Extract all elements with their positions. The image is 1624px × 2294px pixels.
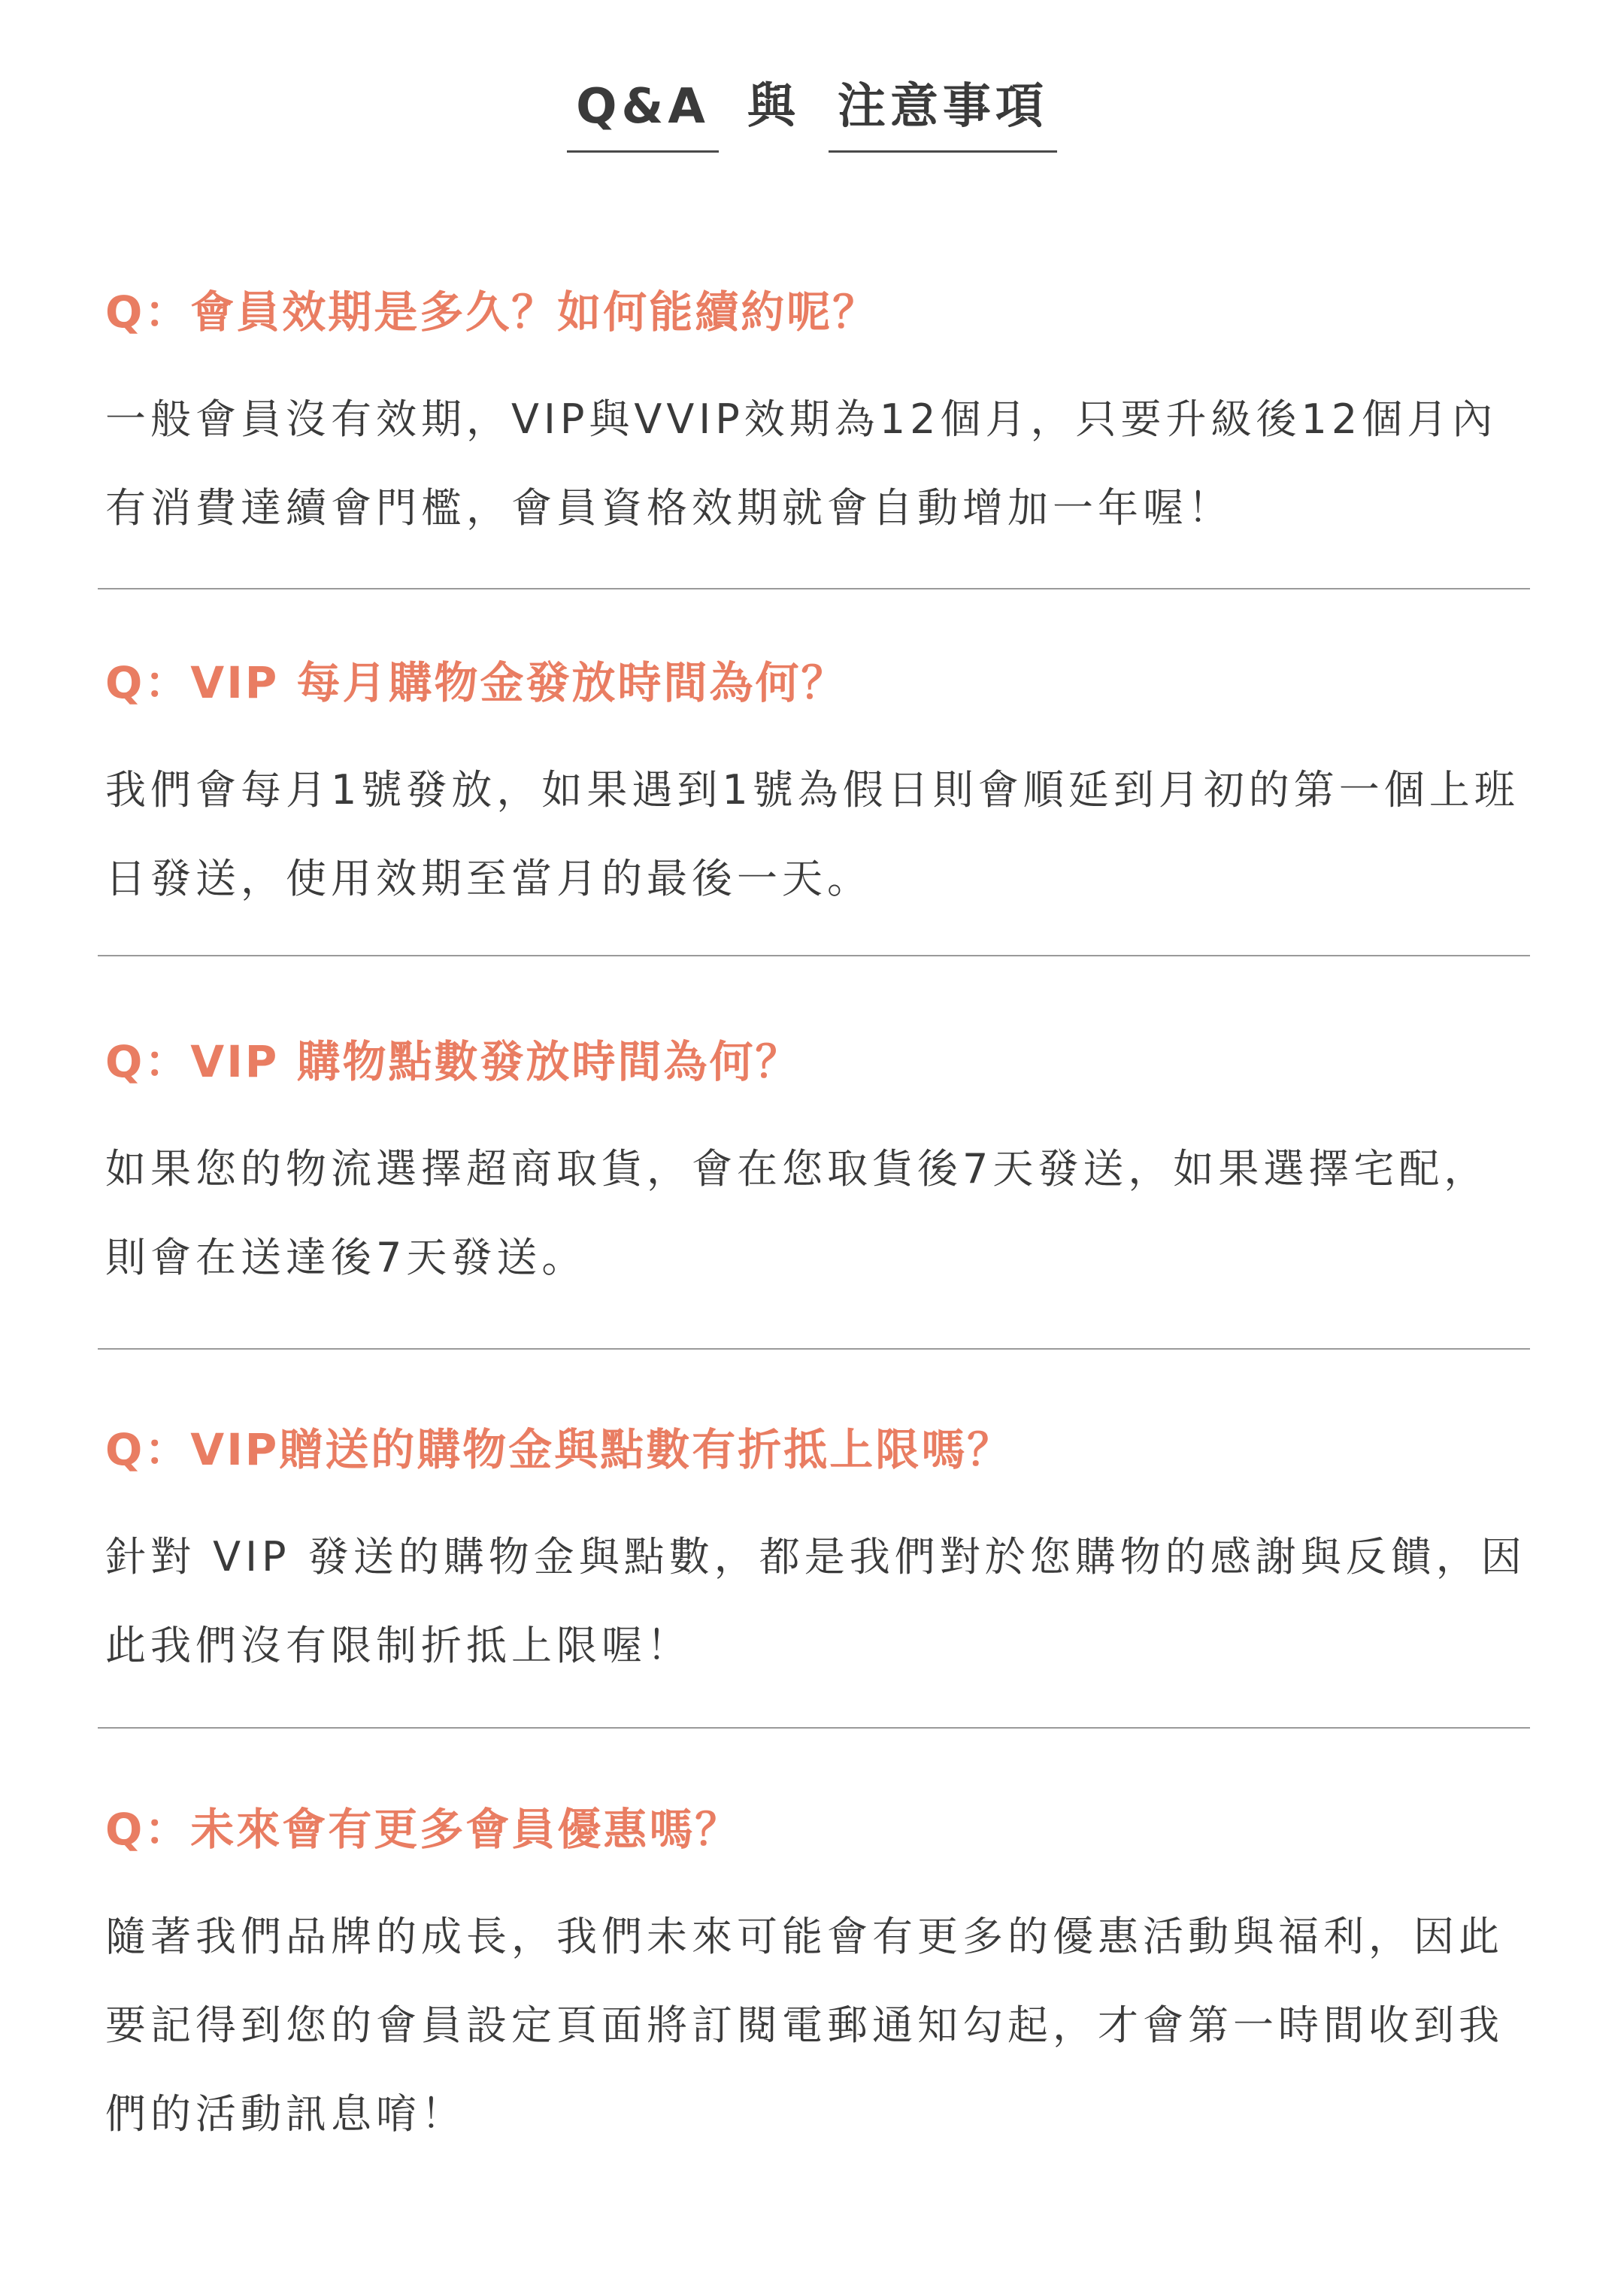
qa-item-vip-credit-timing [105,653,1526,923]
divider [98,955,1530,956]
divider [98,1348,1530,1350]
qa-item-vip-points-timing [105,1032,1526,1302]
question-text: Q：VIP 每月購物金發放時間為何？ [105,657,847,708]
page-title [0,79,1624,165]
answer-text: 針對 VIP 發送的購物金與點數，都是我們對於您購物的感謝與反饋，因此我們沒有限制折抵上限喔！ [105,1533,1526,1669]
answer-text: 一般會員沒有效期，VIP與VVIP效期為12個月，只要升級後12個月內有消費達續會門檻，會員資格效期就會自動增加一年喔！ [105,395,1498,532]
answer-text: 隨著我們品牌的成長，我們未來可能會有更多的優惠活動與福利，因此要記得到您的會員設定頁面將訂閱電郵通知勾起，才會第一時間收到我們的活動訊息唷！ [105,1913,1504,2138]
title-qa: Q&A [567,83,719,153]
qa-item-future-benefits [105,1799,1526,2159]
divider [98,1727,1530,1729]
question-text: Q：VIP贈送的購物金與點數有折抵上限嗎？ [105,1424,1013,1475]
question-text: Q：會員效期是多久？如何能續約呢？ [105,286,879,338]
question-text: Q：VIP 購物點數發放時間為何？ [105,1036,801,1087]
answer-text: 如果您的物流選擇超商取貨，會在您取貨後7天發送，如果選擇宅配，則會在送達後7天發送。 [105,1145,1489,1281]
title-notes: 注意事項 [829,83,1057,153]
question-text: Q：未來會有更多會員優惠嗎？ [105,1804,741,1855]
qa-item-membership-validity [105,282,1526,553]
title-connector: 與 [747,79,800,135]
qa-item-redemption-limit [105,1420,1526,1690]
divider [98,588,1530,589]
answer-text: 我們會每月1號發放，如果遇到1號為假日則會順延到月初的第一個上班日發送，使用效期至當月的最後一天。 [105,766,1519,902]
